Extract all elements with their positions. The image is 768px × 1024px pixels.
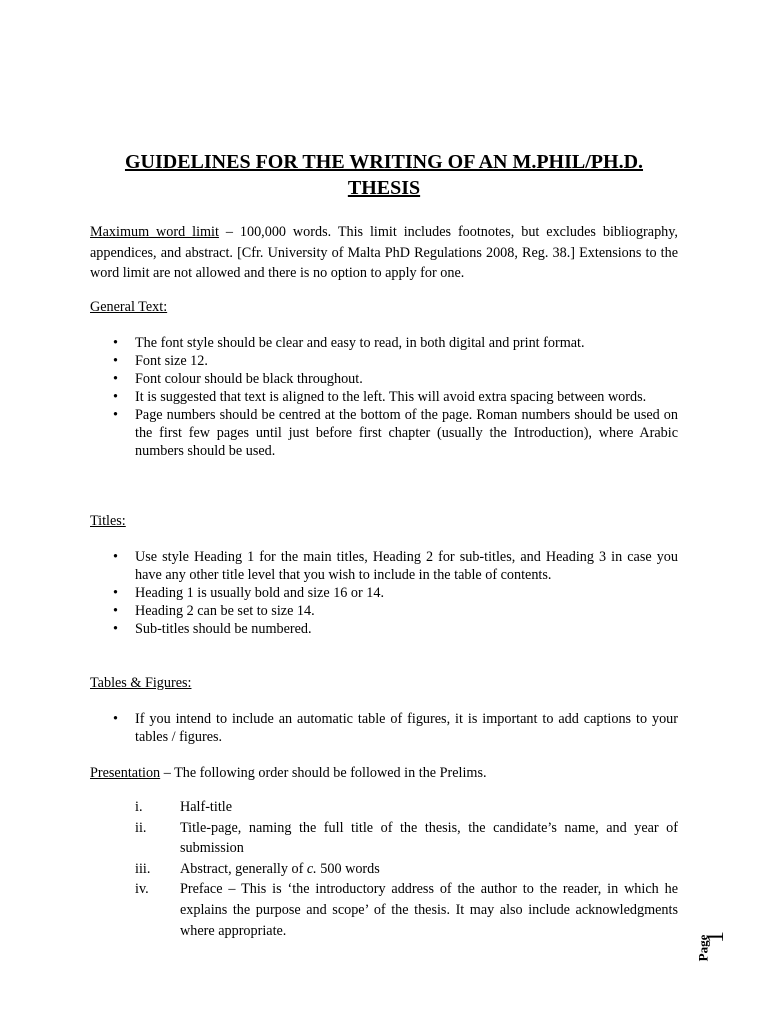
bullet-icon: • <box>113 621 118 637</box>
tables-figures-heading-label: Tables & Figures: <box>90 675 192 691</box>
page-number <box>695 912 744 972</box>
general-text-list <box>90 334 678 460</box>
list-item: • Page numbers should be centred at the bottom of the page. Roman numbers should be used on the first few pages until just before first chapter (usually the Introduction), where Arabic numbers should be used. <box>113 407 678 459</box>
list-item: • Font colour should be black throughout. <box>113 371 363 387</box>
tables-figures-list <box>90 710 678 746</box>
document-title <box>90 149 678 201</box>
titles-heading-label: Titles: <box>90 513 126 529</box>
list-item: • It is suggested that text is aligned to the left. This will avoid extra spacing between words. <box>113 389 647 405</box>
titles-list <box>90 548 678 638</box>
presentation-paragraph <box>90 764 678 782</box>
word-limit-text: – 100,000 words. This limit includes footnotes, but excludes bibliography, appendices, and abstract. [Cfr. University of Malta PhD Regulations 2008, Reg. 38.] Extensions to the word limit are not allowed and there is no option to apply for one. <box>90 224 678 281</box>
page-number-label: Page <box>695 934 711 962</box>
bullet-icon: • <box>113 389 118 405</box>
list-item: iv. Preface – This is ‘the introductory address of the author to the reader, in which he explains the purpose and scope’ of the thesis. It may also include acknowledgments where appropriate. <box>135 881 678 939</box>
bullet-icon: • <box>113 353 118 369</box>
list-item: • Font size 12. <box>113 353 208 369</box>
list-item: • The font style should be clear and easy to read, in both digital and print format. <box>113 335 585 351</box>
title-line-1: GUIDELINES FOR THE WRITING OF AN M.PHIL/PH.D. <box>124 151 644 173</box>
word-limit-paragraph <box>90 222 678 284</box>
presentation-label: Presentation <box>90 765 161 781</box>
bullet-icon: • <box>113 549 118 565</box>
bullet-icon: • <box>113 711 118 727</box>
titles-heading <box>90 512 678 530</box>
page-number-digit: 1 <box>703 931 729 943</box>
presentation-text: – The following order should be followed in the Prelims. <box>160 765 487 781</box>
word-limit-label: Maximum word limit <box>90 224 219 240</box>
list-item: ii. Title-page, naming the full title of the thesis, the candidate’s name, and year of submission <box>135 819 678 857</box>
general-text-heading-label: General Text: <box>90 299 168 315</box>
title-line-2: THESIS <box>347 177 421 199</box>
bullet-icon: • <box>113 371 118 387</box>
list-item: • If you intend to include an automatic table of figures, it is important to add captions to your tables / figures. <box>113 711 678 745</box>
list-item: i. Half-title <box>135 799 232 815</box>
tables-figures-heading <box>90 674 678 692</box>
general-text-heading <box>90 298 678 316</box>
list-item: • Heading 2 can be set to size 14. <box>113 603 315 619</box>
bullet-icon: • <box>113 335 118 351</box>
bullet-icon: • <box>113 407 118 423</box>
list-item: • Heading 1 is usually bold and size 16 or 14. <box>113 585 385 601</box>
list-item: • Use style Heading 1 for the main titles, Heading 2 for sub-titles, and Heading 3 in case you have any other title level that you wish to include in the table of contents. <box>113 549 678 583</box>
list-item: iii. Abstract, generally of c. 500 words <box>135 860 380 877</box>
prelims-list <box>90 797 678 941</box>
bullet-icon: • <box>113 603 118 619</box>
bullet-icon: • <box>113 585 118 601</box>
list-item: • Sub-titles should be numbered. <box>113 621 312 637</box>
